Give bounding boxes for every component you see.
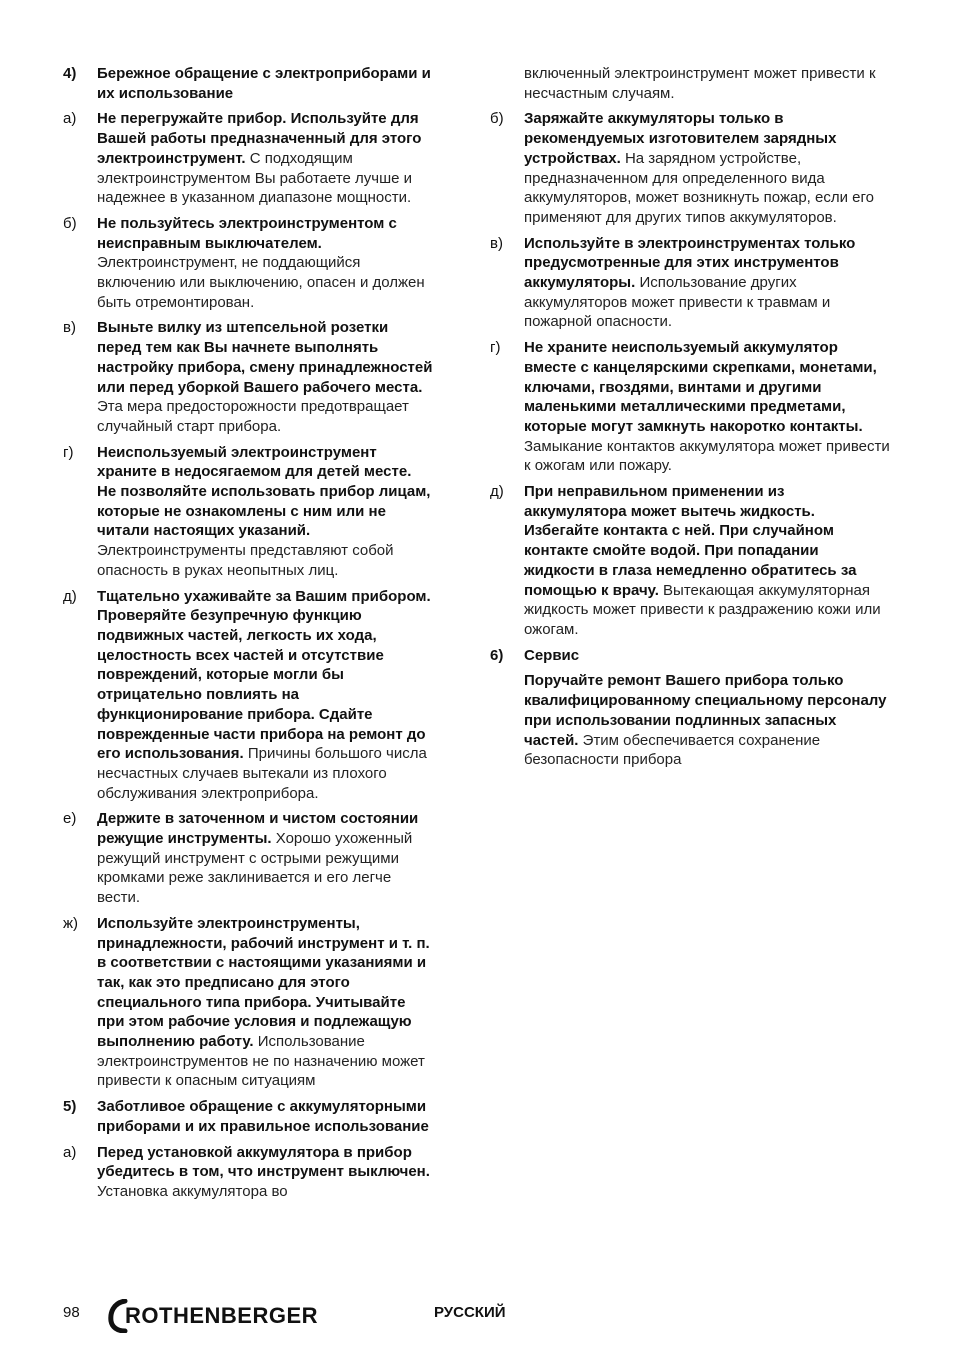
item-bold-text: Используйте в электроинструментах только предусмотренные для этих инструментов аккумуляторы. <box>524 234 856 292</box>
list-item <box>63 109 433 208</box>
item-bold-text: Используйте электроинструменты, принадлежности, рабочий инструмент и т. п. в соответствии с настоящими указаниями и так, как это предписано для этого специального типа прибора. Учитывайте при этом рабочие условия и подлежащую выполнению работу. <box>97 914 430 1051</box>
item-bold-text: Выньте вилку из штепсельной розетки перед тем как Вы начнете выполнять настройку прибора, смену принадлежностей или перед уборкой Вашего рабочего места. <box>97 319 433 396</box>
item-normal-text: На зарядном устройстве, предназначенном для определенного вида аккумуляторов, может возникнуть пожар, если его применяют для других типов аккумуляторов. <box>524 149 874 226</box>
item-text <box>97 318 433 436</box>
item-text <box>524 234 890 333</box>
item-bold-text: Сервис <box>524 646 580 664</box>
logo-wordmark: ROTHENBERGER <box>125 1303 319 1328</box>
item-marker: в) <box>490 234 503 252</box>
item-marker: д) <box>63 587 77 605</box>
item-normal-text: Причины большого числа несчастных случаев вытекали из плохого обслуживания электроприбора. <box>97 745 427 802</box>
page-footer <box>63 1298 893 1338</box>
item-normal-text: Вытекающая аккумуляторная жидкость может привести к раздражению кожи или ожогам. <box>524 581 881 638</box>
left-column <box>63 64 433 1208</box>
item-marker: а) <box>63 110 77 128</box>
item-text <box>524 671 890 770</box>
list-item <box>63 443 433 581</box>
item-bold-text: Не перегружайте прибор. Используйте для Вашей работы предназначенный для этого электроинструмент. <box>97 110 422 167</box>
item-bold-text: Не храните неиспользуемый аккумулятор вместе с канцелярскими скрепками, монетами, ключами, гвоздями, винтами и другими маленькими металлическими предметами, которые могут замкнуть накоротко контакты. <box>524 339 877 435</box>
item-marker: 6) <box>490 646 504 664</box>
item-marker: г) <box>490 339 501 357</box>
item-text <box>524 482 890 640</box>
item-text <box>97 587 433 804</box>
item-normal-text: Этим обеспечивается сохранение безопасности прибора <box>524 731 821 769</box>
item-normal-text: Электроинструменты представляют собой опасность в руках неопытных лиц. <box>97 542 394 579</box>
item-bold-text: Заряжайте аккумуляторы только в рекомендуемых изготовителем зарядных устройствах. <box>524 110 837 167</box>
list-item <box>490 482 890 640</box>
item-marker <box>490 64 524 103</box>
item-bold-text: Тщательно ухаживайте за Вашим прибором. Проверяйте безупречную функцию подвижных частей, легкость их хода, целостность всех частей и отсутствие повреждений, которые могли бы отрицательно повлиять на функционирование прибора. Сдайте поврежденные части прибора на ремонт до его использования. <box>97 587 431 763</box>
item-text <box>97 1097 433 1136</box>
section-heading <box>490 646 890 666</box>
list-item <box>63 914 433 1091</box>
item-marker: г) <box>63 443 74 461</box>
item-marker: в) <box>63 319 76 337</box>
list-item <box>490 234 890 333</box>
list-item <box>63 318 433 436</box>
item-text <box>524 338 890 476</box>
item-text <box>524 109 890 227</box>
item-normal-text: Хорошо ухоженный режущий инструмент с острыми режущими кромками реже заклинивается и его легче вести. <box>97 830 413 907</box>
item-bold-text: Неиспользуемый электроинструмент храните в недосягаемом для детей месте. Не позволяйте использовать прибор лицам, которые не ознакомлены с ним или не читали настоящих указаний. <box>97 443 431 540</box>
item-text <box>524 64 890 103</box>
item-normal-text: Электроинструмент, не поддающийся включению или выключению, опасен и должен быть отремонтирован. <box>97 254 425 311</box>
item-text <box>97 214 433 313</box>
item-normal-text: Использование электроинструментов не по назначению может привести к опасным ситуациям <box>97 1033 425 1090</box>
item-text <box>97 914 433 1091</box>
item-bold-text: Бережное обращение с электроприборами и их использование <box>97 65 431 102</box>
section-heading <box>63 64 433 103</box>
item-text <box>97 1143 433 1202</box>
item-normal-text: Установка аккумулятора во <box>97 1182 288 1200</box>
item-normal-text: Эта мера предосторожности предотвращает случайный старт прибора. <box>97 398 409 435</box>
list-item <box>490 64 890 103</box>
item-bold-text: При неправильном применении из аккумулятора может вытечь жидкость. Избегайте контакта с ней. При случайном контакте смойте водой. При попадании жидкости в глаза немедленно обратитесь за помощью к врачу. <box>524 483 857 599</box>
item-bold-text: Заботливое обращение с аккумуляторными приборами и их правильное использование <box>97 1098 429 1135</box>
item-bold-text: Перед установкой аккумулятора в прибор убедитесь в том, что инструмент выключен. <box>97 1143 430 1181</box>
item-text <box>97 109 433 208</box>
item-bold-text: Поручайте ремонт Вашего прибора только квалифицированному специальному персоналу при использовании подлинных запасных частей. <box>524 672 887 749</box>
list-item <box>63 214 433 313</box>
item-text <box>97 809 433 908</box>
item-marker: б) <box>63 214 77 232</box>
brand-logo <box>107 1298 318 1334</box>
list-item <box>490 671 890 770</box>
list-item <box>490 338 890 476</box>
item-text <box>97 443 433 581</box>
item-marker: д) <box>490 483 504 501</box>
item-text <box>97 64 433 103</box>
list-item <box>63 1143 433 1202</box>
item-marker: б) <box>490 110 504 128</box>
list-item <box>490 109 890 227</box>
language-label: РУССКИЙ <box>434 1304 506 1321</box>
list-item <box>63 587 433 804</box>
item-text <box>524 646 890 666</box>
item-marker: 4) <box>63 65 77 82</box>
item-marker <box>490 671 524 770</box>
item-marker: е) <box>63 810 77 828</box>
right-column <box>490 64 890 776</box>
item-normal-text: Использование других аккумуляторов может привести к травмам и пожарной опасности. <box>524 274 831 331</box>
page-number: 98 <box>63 1304 80 1321</box>
item-normal-text: С подходящим электроинструментом Вы работаете лучше и надежнее в указанном диапазоне мощности. <box>97 149 413 207</box>
item-normal-text: включенный электроинструмент может привести к несчастным случаям. <box>524 65 876 102</box>
item-marker: 5) <box>63 1098 77 1116</box>
item-marker: ж) <box>63 914 79 932</box>
list-item <box>63 809 433 908</box>
item-bold-text: Держите в заточенном и чистом состоянии режущие инструменты. <box>97 810 419 848</box>
item-marker: а) <box>63 1143 77 1161</box>
item-bold-text: Не пользуйтесь электроинструментом с неисправным выключателем. <box>97 214 397 252</box>
item-normal-text: Замыкание контактов аккумулятора может привести к ожогам или пожару. <box>524 437 890 475</box>
section-heading <box>63 1097 433 1136</box>
